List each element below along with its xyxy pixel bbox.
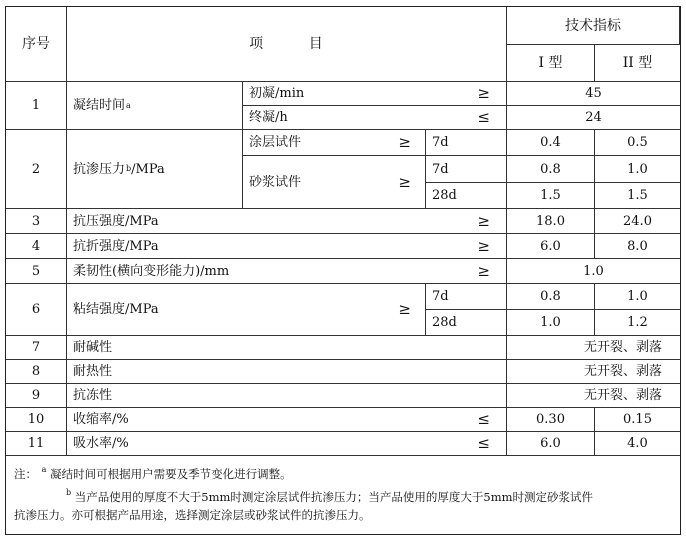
row-2-coat-label-text: 涂层试件 [249, 135, 302, 150]
row-2-mortar-7d-type-1: 0.8 [507, 156, 595, 183]
header-seq: 序号 [6, 7, 67, 82]
row-2-coat-op: ≥ [398, 133, 411, 151]
row-4-name [67, 234, 507, 259]
row-4-name-text: 抗折强度/MPa [73, 238, 159, 254]
row-1-sub-2-value: 24 [507, 106, 680, 130]
row-2-mortar-28d-type-1: 1.5 [507, 183, 595, 209]
row-1-sub-2-label [243, 106, 507, 130]
header-item: 项 目 [67, 7, 507, 82]
row-2-coat-label [243, 130, 426, 156]
note-a-text: 凝结时间可根据用户需要及季节变化进行调整。 [50, 467, 292, 481]
standard-table-document [5, 6, 681, 535]
row-6-7d-age: 7d [426, 284, 507, 310]
row-11-type-2: 4.0 [595, 432, 680, 456]
row-11-name-text: 吸水率/% [73, 436, 129, 451]
row-10-type-2: 0.15 [595, 408, 680, 432]
row-5-value: 1.0 [507, 259, 680, 284]
row-6-7d-type-2: 1.0 [595, 284, 680, 310]
spec-table [6, 7, 680, 481]
footnote-mark-a: a [126, 100, 131, 110]
row-10-name-text: 收缩率/% [73, 412, 129, 427]
row-4-type-1: 6.0 [507, 234, 595, 259]
row-6-28d-type-2: 1.2 [595, 310, 680, 336]
row-9-name: 抗冻性 [67, 384, 507, 408]
note-b-continuation [14, 504, 371, 527]
row-1-name [67, 82, 243, 130]
row-10-number: 10 [6, 408, 67, 432]
row-11-name [67, 432, 507, 456]
row-1-sub-1-value: 45 [507, 82, 680, 106]
note-a-mark: a [41, 465, 47, 474]
row-4-op: ≥ [477, 236, 490, 255]
row-5-number: 5 [6, 259, 67, 284]
note-prefix: 注： [14, 467, 37, 481]
row-7-value: 无开裂、剥落 [507, 336, 680, 360]
row-1-sub-1-label-text: 初凝/min [249, 86, 305, 101]
row-2-coat-age: 7d [426, 130, 507, 156]
row-2-number: 2 [6, 130, 67, 209]
row-2-unit: /MPa [131, 161, 165, 177]
row-7-number: 7 [6, 336, 67, 360]
row-4-number: 4 [6, 234, 67, 259]
row-1-name-text: 凝结时间 [73, 98, 126, 113]
row-9-number: 9 [6, 384, 67, 408]
row-6-number: 6 [6, 284, 67, 336]
row-1-sub-1-label [243, 82, 507, 106]
row-6-28d-age: 28d [426, 310, 507, 336]
row-3-number: 3 [6, 209, 67, 234]
row-2-name-text: 抗渗压力 [73, 161, 126, 177]
note-b-text-line-2: 抗渗压力。亦可根据产品用途，选择测定涂层或砂浆试件的抗渗压力。 [14, 508, 371, 522]
row-11-op: ≤ [477, 434, 490, 452]
row-6-op: ≥ [398, 300, 411, 318]
note-b-text-line-1: 当产品使用的厚度不大于5mm时测定涂层试件抗渗压力；当产品使用的厚度大于5mm时测定砂浆试件 [74, 490, 594, 504]
row-5-name-text: 柔韧性(横向变形能力)/mm [73, 263, 230, 279]
row-2-mortar-7d-type-2: 1.0 [595, 156, 680, 183]
footnote-mark-b: b [126, 164, 132, 173]
row-3-op: ≥ [477, 211, 490, 230]
row-10-name [67, 408, 507, 432]
row-8-value: 无开裂、剥落 [507, 360, 680, 384]
row-2-coat-type-2: 0.5 [595, 130, 680, 156]
row-2-mortar-7d-age: 7d [426, 156, 507, 183]
row-1-sub-2-op: ≤ [477, 108, 490, 126]
row-3-name [67, 209, 507, 234]
row-5-op: ≥ [477, 261, 490, 280]
row-6-28d-type-1: 1.0 [507, 310, 595, 336]
row-1-number: 1 [6, 82, 67, 130]
note-b-mark: b [66, 488, 72, 497]
row-2-mortar-label [243, 156, 426, 209]
row-3-type-2: 24.0 [595, 209, 680, 234]
row-2-mortar-label-text: 砂浆试件 [249, 174, 302, 190]
row-6-name [67, 284, 426, 336]
header-spec: 技术指标 [507, 7, 680, 45]
row-11-type-1: 6.0 [507, 432, 595, 456]
row-9-value: 无开裂、剥落 [507, 384, 680, 408]
row-2-coat-type-1: 0.4 [507, 130, 595, 156]
row-1-sub-1-op: ≥ [477, 84, 490, 102]
row-10-type-1: 0.30 [507, 408, 595, 432]
row-3-type-1: 18.0 [507, 209, 595, 234]
row-7-name: 耐碱性 [67, 336, 507, 360]
row-8-number: 8 [6, 360, 67, 384]
row-6-7d-type-1: 0.8 [507, 284, 595, 310]
row-5-name [67, 259, 507, 284]
row-10-op: ≤ [477, 410, 490, 428]
row-6-name-text: 粘结强度/MPa [73, 302, 159, 317]
header-type-1: I 型 [507, 45, 595, 82]
row-11-number: 11 [6, 432, 67, 456]
row-1-sub-2-label-text: 终凝/h [249, 110, 288, 125]
row-2-mortar-28d-age: 28d [426, 183, 507, 209]
row-3-name-text: 抗压强度/MPa [73, 213, 159, 229]
row-2-mortar-op: ≥ [398, 172, 411, 191]
row-2-name [67, 130, 243, 209]
row-4-type-2: 8.0 [595, 234, 680, 259]
row-2-mortar-28d-type-2: 1.5 [595, 183, 680, 209]
row-8-name: 耐热性 [67, 360, 507, 384]
header-type-2: II 型 [595, 45, 680, 82]
